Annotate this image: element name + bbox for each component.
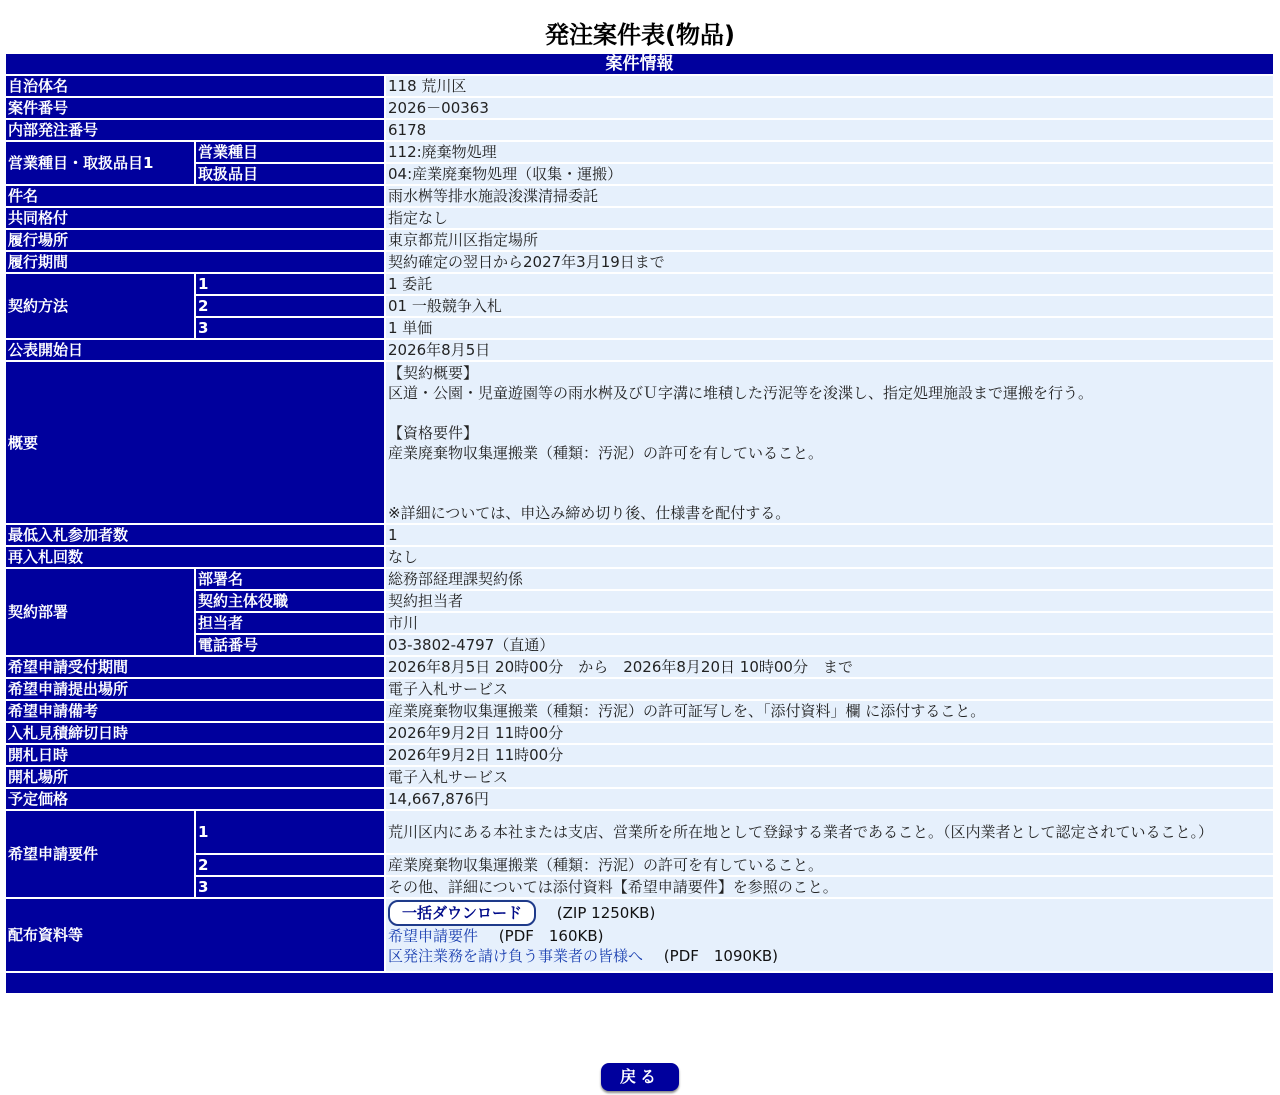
rebid-count-label: 再入札回数 <box>6 547 386 569</box>
file-link-requirements[interactable]: 希望申請要件 <box>388 927 479 945</box>
dept-name-value: 総務部経理課契約係 <box>386 569 1273 591</box>
contract-method-value: 1 単価 <box>386 318 1273 340</box>
requirement-num: 1 <box>196 811 386 855</box>
internal-order-number-label: 内部発注番号 <box>6 120 386 142</box>
rebid-count-value: なし <box>386 547 1273 569</box>
contract-method-num: 1 <box>196 274 386 296</box>
requirement-num: 3 <box>196 877 386 899</box>
bid-deadline-value: 2026年9月2日 11時00分 <box>386 723 1273 745</box>
page-title: 発注案件表(物品) <box>545 21 735 49</box>
application-notes-label: 希望申請備考 <box>6 701 386 723</box>
person-value: 市川 <box>386 613 1273 635</box>
person-label: 担当者 <box>196 613 386 635</box>
joint-rating-value: 指定なし <box>386 208 1273 230</box>
application-period-value: 2026年8月5日 20時00分 から 2026年8月20日 10時00分 まで <box>386 657 1273 679</box>
documents-label: 配布資料等 <box>6 899 386 973</box>
estimated-price-value: 14,667,876円 <box>386 789 1273 811</box>
contract-method-num: 2 <box>196 296 386 318</box>
requirement-value: 荒川区内にある本社または支店、営業所を所在地として登録する業者であること。（区内業者として認定されていること。） <box>386 811 1273 855</box>
subject-label: 件名 <box>6 186 386 208</box>
contract-method-value: 01 一般競争入札 <box>386 296 1273 318</box>
min-bidders-value: 1 <box>386 525 1273 547</box>
contract-dept-label: 契約部署 <box>6 569 196 657</box>
phone-label: 電話番号 <box>196 635 386 657</box>
application-place-label: 希望申請提出場所 <box>6 679 386 701</box>
overview-line: ※詳細については、申込み締め切り後、仕様書を配付する。 <box>388 504 791 522</box>
publication-date-label: 公表開始日 <box>6 340 386 362</box>
bulk-download-meta: (ZIP 1250KB) <box>556 904 656 922</box>
overview-line: 区道・公園・児童遊園等の雨水桝及びＵ字溝に堆積した汚泥等を浚渫し、指定処理施設まで運搬を行う。 <box>388 384 1094 402</box>
opening-place-value: 電子入札サービス <box>386 767 1273 789</box>
application-notes-value: 産業廃棄物収集運搬業（種類：汚泥）の許可証写しを、「添付資料」欄 に添付すること。 <box>386 701 1273 723</box>
opening-place-label: 開札場所 <box>6 767 386 789</box>
contract-method-label: 契約方法 <box>6 274 196 340</box>
back-button[interactable]: 戻る <box>601 1063 679 1091</box>
business-type-label: 営業種目 <box>196 142 386 164</box>
section-title: 案件情報 <box>6 54 1273 76</box>
business-type-value: 112:廃棄物処理 <box>386 142 1273 164</box>
bid-deadline-label: 入札見積締切日時 <box>6 723 386 745</box>
overview-label: 概要 <box>6 362 386 525</box>
case-number-label: 案件番号 <box>6 98 386 120</box>
file-meta: (PDF 160KB) <box>498 927 604 945</box>
application-place-value: 電子入札サービス <box>386 679 1273 701</box>
publication-date-value: 2026年8月5日 <box>386 340 1273 362</box>
bulk-download-button[interactable]: 一括ダウンロード <box>388 900 536 926</box>
application-period-label: 希望申請受付期間 <box>6 657 386 679</box>
case-info-table <box>6 54 1273 995</box>
file-meta: (PDF 1090KB) <box>663 947 779 965</box>
subject-value: 雨水桝等排水施設浚渫清掃委託 <box>386 186 1273 208</box>
footer-bar <box>6 973 1273 995</box>
contract-method-value: 1 委託 <box>386 274 1273 296</box>
contract-role-label: 契約主体役職 <box>196 591 386 613</box>
item-label: 取扱品目 <box>196 164 386 186</box>
business-category-label: 営業種目・取扱品目1 <box>6 142 196 186</box>
requirement-value: 産業廃棄物収集運搬業（種類：汚泥）の許可を有していること。 <box>386 855 1273 877</box>
period-label: 履行期間 <box>6 252 386 274</box>
period-value: 契約確定の翌日から2027年3月19日まで <box>386 252 1273 274</box>
opening-datetime-value: 2026年9月2日 11時00分 <box>386 745 1273 767</box>
case-number-value: 2026－00363 <box>386 98 1273 120</box>
requirement-value: その他、詳細については添付資料【希望申請要件】を参照のこと。 <box>386 877 1273 899</box>
file-link-notice[interactable]: 区発注業務を請け負う事業者の皆様へ <box>388 947 644 965</box>
back-button-wrap <box>0 1063 1280 1091</box>
overview-line: 産業廃棄物収集運搬業（種類：汚泥）の許可を有していること。 <box>388 444 824 462</box>
contract-method-num: 3 <box>196 318 386 340</box>
documents-value <box>386 899 1273 973</box>
municipality-label: 自治体名 <box>6 76 386 98</box>
overview-value <box>386 362 1273 525</box>
dept-name-label: 部署名 <box>196 569 386 591</box>
requirements-label: 希望申請要件 <box>6 811 196 899</box>
requirement-num: 2 <box>196 855 386 877</box>
opening-datetime-label: 開札日時 <box>6 745 386 767</box>
phone-value: 03-3802-4797（直通） <box>386 635 1273 657</box>
overview-line: 【資格要件】 <box>388 424 479 442</box>
location-value: 東京都荒川区指定場所 <box>386 230 1273 252</box>
estimated-price-label: 予定価格 <box>6 789 386 811</box>
overview-line: 【契約概要】 <box>388 364 479 382</box>
item-value: 04:産業廃棄物処理（収集・運搬） <box>386 164 1273 186</box>
location-label: 履行場所 <box>6 230 386 252</box>
joint-rating-label: 共同格付 <box>6 208 386 230</box>
municipality-value: 118 荒川区 <box>386 76 1273 98</box>
contract-role-value: 契約担当者 <box>386 591 1273 613</box>
internal-order-number-value: 6178 <box>386 120 1273 142</box>
min-bidders-label: 最低入札参加者数 <box>6 525 386 547</box>
